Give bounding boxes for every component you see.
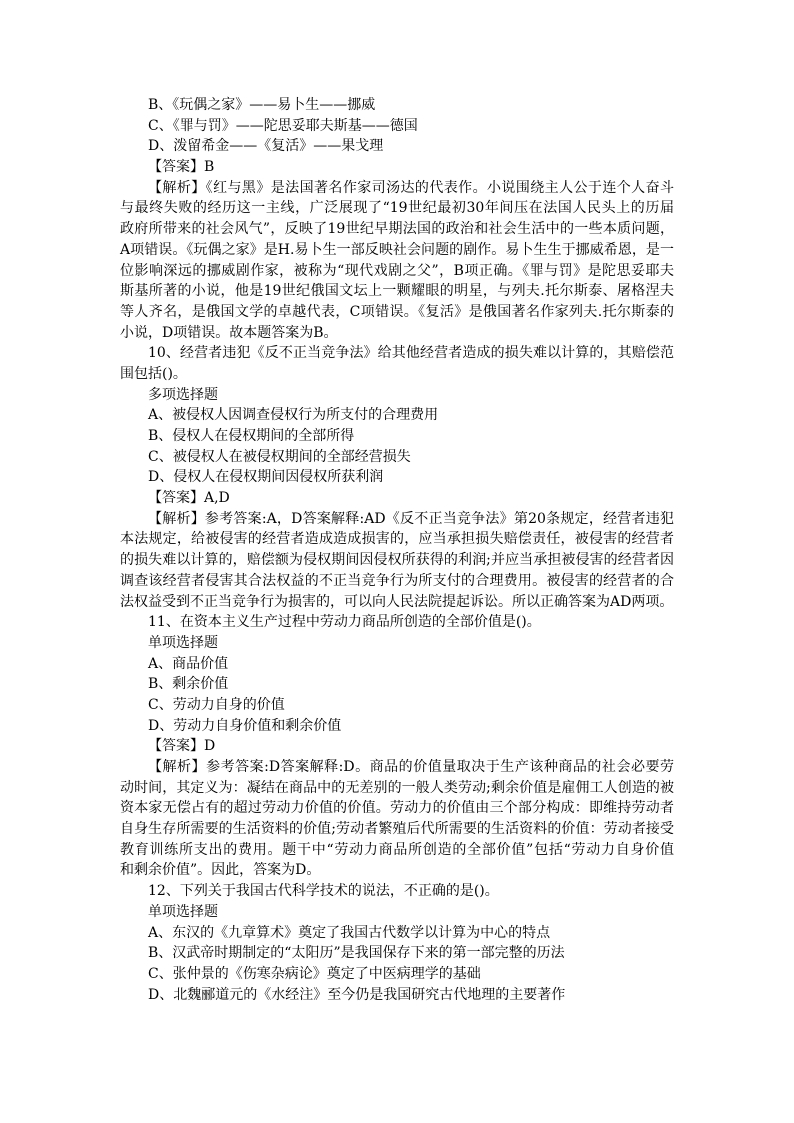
- paragraph-analysis: [120, 509, 674, 612]
- text-line: 等人齐名，是俄国文学的卓越代表，C项错误。《复活》是俄国著名作家列夫.托尔斯泰的: [120, 303, 674, 320]
- text-line: D、侵权人在侵权期间因侵权所获利润: [148, 469, 384, 486]
- text-line: A、被侵权人因调查侵权行为所支付的合理费用: [148, 407, 439, 424]
- text-line: 本法规定，给被侵害的经营者造成造成损害的，应当承担损失赔偿责任，被侵害的经营者: [120, 531, 674, 548]
- text-line: B、汉武帝时期制定的“太阳历”是我国保存下来的第一部完整的历法: [148, 945, 565, 962]
- paragraph-analysis: [120, 178, 674, 344]
- text-line: 【解析】《红与黑》是法国著名作家司汤达的代表作。小说围绕主人公于连个人奋斗: [148, 179, 674, 196]
- text-line: 动时间，其定义为：凝结在商品中的无差别的一般人类劳动;剩余价值是雇佣工人创造的被: [120, 779, 674, 796]
- paragraph-type: [120, 902, 674, 923]
- text-line: C、张仲景的《伤寒杂病论》奠定了中医病理学的基础: [148, 965, 481, 982]
- text-line: 12、下列关于我国古代科学技术的说法，不正确的是()。: [148, 883, 499, 900]
- text-line: C、《罪与罚》——陀思妥耶夫斯基——德国: [148, 117, 418, 134]
- paragraph-type: [120, 633, 674, 654]
- text-line: A项错误。《玩偶之家》是H.易卜生一部反映社会问题的剧作。易卜生生于挪威希恩，是一: [120, 241, 674, 258]
- paragraph-answer: [120, 736, 674, 757]
- paragraph-type: [120, 385, 674, 406]
- text-line: 11、在资本主义生产过程中劳动力商品所创造的全部价值是()。: [148, 614, 541, 631]
- text-line: 【解析】参考答案:D答案解释:D。商品的价值量取决于生产该种商品的社会必要劳: [148, 759, 674, 775]
- text-line: 【解析】参考答案:A，D答案解释:AD《反不正当竞争法》第20条规定，经营者违犯: [148, 510, 674, 527]
- text-line: 小说，D项错误。故本题答案为B。: [120, 324, 338, 341]
- paragraph-option: [120, 964, 674, 985]
- text-line: 多项选择题: [148, 386, 218, 403]
- text-line: 单项选择题: [148, 903, 218, 920]
- text-line: 调查该经营者侵害其合法权益的不正当竞争行为所支付的合理费用。被侵害的经营者的合: [120, 572, 674, 589]
- text-line: C、被侵权人在被侵权期间的全部经营损失: [148, 448, 411, 465]
- paragraph-answer: [120, 488, 674, 509]
- paragraph-option: [120, 985, 674, 1006]
- paragraph-option: [120, 716, 674, 737]
- paragraph-option: [120, 426, 674, 447]
- document-body: [120, 95, 674, 1005]
- text-line: 的损失难以计算的，赔偿额为侵权期间因侵权所获得的利润;并应当承担被侵害的经营者因: [120, 552, 674, 569]
- paragraph-option: [120, 674, 674, 695]
- text-line: A、商品价值: [148, 655, 229, 672]
- text-line: C、劳动力自身的价值: [148, 696, 285, 713]
- paragraph-option: [120, 447, 674, 468]
- paragraph-question: [120, 881, 674, 902]
- paragraph-question: [120, 343, 674, 384]
- paragraph-analysis: [120, 757, 674, 881]
- paragraph-option: [120, 136, 674, 157]
- paragraph-option: [120, 654, 674, 675]
- text-line: D、北魏郦道元的《水经注》至今仍是我国研究古代地理的主要著作: [148, 986, 566, 1003]
- text-line: B、侵权人在侵权期间的全部所得: [148, 428, 355, 444]
- text-line: 位影响深远的挪威剧作家，被称为“现代戏剧之父”，B项正确。《罪与罚》是陀思妥耶夫: [120, 262, 674, 279]
- text-line: B、剩余价值: [148, 676, 229, 693]
- paragraph-option: [120, 923, 674, 944]
- paragraph-answer: [120, 157, 674, 178]
- text-line: 单项选择题: [148, 634, 218, 651]
- paragraph-option: [120, 116, 674, 137]
- text-line: 【答案】A,D: [148, 490, 230, 507]
- paragraph-option: [120, 405, 674, 426]
- text-line: 【答案】D: [148, 738, 216, 755]
- text-line: 自身生存所需要的生活资料的价值;劳动者繁殖后代所需要的生活资料的价值：劳动者接受: [120, 821, 674, 838]
- paragraph-option: [120, 95, 674, 116]
- text-line: 【答案】B: [148, 159, 215, 176]
- paragraph-option: [120, 467, 674, 488]
- text-line: D、劳动力自身价值和剩余价值: [148, 717, 342, 734]
- text-line: D、泼留希金——《复活》——果戈理: [148, 138, 384, 155]
- text-line: 10、经营者违犯《反不正当竞争法》给其他经营者造成的损失难以计算的，其赔偿范: [148, 345, 674, 362]
- text-line: B、《玩偶之家》——易卜生——挪威: [148, 97, 376, 113]
- text-line: 政府所带来的社会风气”，反映了19世纪早期法国的政治和社会生活中的一些本质问题，: [120, 221, 674, 238]
- text-line: 围包括()。: [120, 365, 187, 382]
- paragraph-option: [120, 943, 674, 964]
- text-line: 资本家无偿占有的超过劳动力价值的价值。劳动力的价值由三个部分构成：即维持劳动者: [120, 800, 674, 817]
- text-line: 和剩余价值”。因此，答案为D。: [120, 862, 321, 879]
- paragraph-question: [120, 612, 674, 633]
- text-line: 斯基所著的小说，他是19世纪俄国文坛上一颗耀眼的明星，与列夫.托尔斯泰、屠格涅夫: [120, 283, 674, 300]
- text-line: 与最终失败的经历这一主线，广泛展现了“19世纪最初30年间压在法国人民头上的历届: [120, 200, 674, 217]
- paragraph-option: [120, 695, 674, 716]
- text-line: 教育训练所支出的费用。题干中“劳动力商品所创造的全部价值”包括“劳动力自身价值: [120, 841, 674, 858]
- text-line: A、东汉的《九章算术》奠定了我国古代数学以计算为中心的特点: [148, 924, 551, 941]
- text-line: 法权益受到不正当竞争行为损害的，可以向人民法院提起诉讼。所以正确答案为AD两项。: [120, 593, 674, 610]
